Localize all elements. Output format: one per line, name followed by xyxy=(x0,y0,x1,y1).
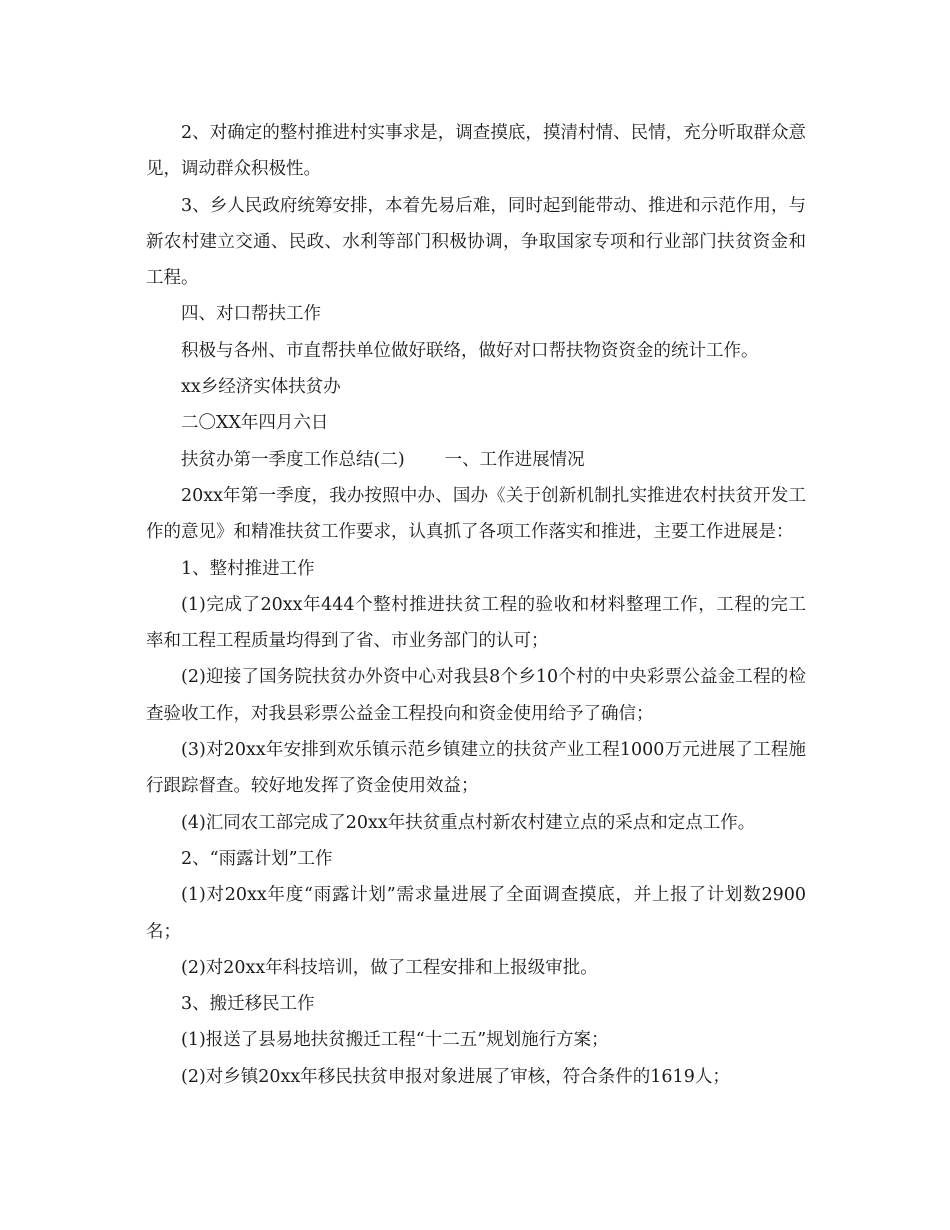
section-heading-village: 1、整村推进工作 xyxy=(181,558,315,579)
list-item: (2)对乡镇20xx年移民扶贫申报对象进展了审核，符合条件的1619人； xyxy=(181,1066,730,1087)
section-heading-relocation: 3、搬迁移民工作 xyxy=(181,994,315,1015)
list-item: (2)对20xx年科技培训，做了工程安排和上报级审批。 xyxy=(181,957,598,978)
document-body xyxy=(146,115,806,1095)
list-item: (3)对20xx年安排到欢乐镇示范乡镇建立的扶贫产业工程1000万元进展了工程施行跟踪督查。较好地发挥了资金使用效益； xyxy=(146,740,806,797)
section-heading-assistance: 四、对口帮扶工作 xyxy=(181,304,321,325)
list-item: (1)报送了县易地扶贫搬迁工程“十二五”规划施行方案； xyxy=(181,1030,609,1051)
list-item: (1)对20xx年度“雨露计划”需求量进展了全面调查摸底，并上报了计划数2900名； xyxy=(146,885,806,942)
paragraph-survey: 2、对确定的整村推进村实事求是，调查摸底，摸清村情、民情，充分听取群众意见，调动群众积极性。 xyxy=(146,123,806,180)
signature-date: 二〇XX年四月六日 xyxy=(181,413,329,434)
list-item: (2)迎接了国务院扶贫办外资中心对我县8个乡10个村的中央彩票公益金工程的检查验收工作，对我县彩票公益金工程投向和资金使用给予了确信； xyxy=(146,667,806,724)
section-heading-progress: 一、工作进展情况 xyxy=(444,449,585,470)
signature-office: xx乡经济实体扶贫办 xyxy=(181,377,341,398)
report-heading-line xyxy=(146,442,806,478)
list-item: (4)汇同农工部完成了20xx年扶贫重点村新农村建立点的采点和定点工作。 xyxy=(181,812,756,833)
section-heading-rain-plan: 2、“雨露计划”工作 xyxy=(181,848,333,869)
paragraph-coordination: 3、乡人民政府统筹安排，本着先易后难，同时起到能带动、推进和示范作用，与新农村建立交通、民政、水利等部门积极协调，争取国家专项和行业部门扶贫资金和工程。 xyxy=(146,195,806,289)
report-title: 扶贫办第一季度工作总结(二) xyxy=(181,449,405,470)
paragraph-liaison: 积极与各州、市直帮扶单位做好联络，做好对口帮扶物资资金的统计工作。 xyxy=(181,340,759,361)
paragraph-intro: 20xx年第一季度，我办按照中办、国办《关于创新机制扎实推进农村扶贫开发工作的意见》和精准扶贫工作要求，认真抓了各项工作落实和推进，主要工作进展是： xyxy=(146,485,806,543)
list-item: (1)完成了20xx年444个整村推进扶贫工程的验收和材料整理工作，工程的完工率和工程工程质量均得到了省、市业务部门的认可； xyxy=(146,594,806,652)
